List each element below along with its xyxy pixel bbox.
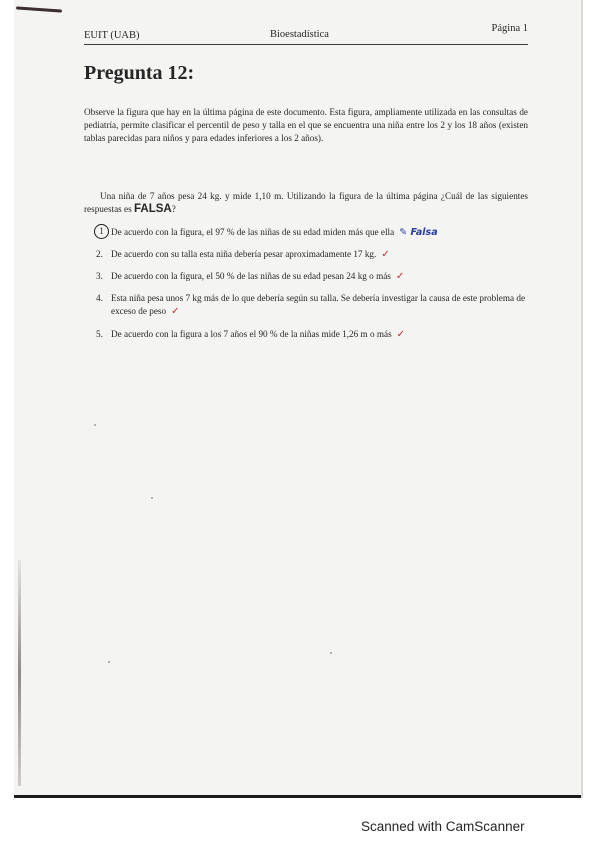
intro-paragraph: Observe la figura que hay en la última página de este documento. Esta figura, ampliamente utilizada en las consultas de pediatría, permite clasificar el percentil de peso y talla en el que se encuentra una niña entre los 2 y los 18 años (existen tablas parecidas para niños y para edades inferiores a los 2 años). <box>84 107 528 143</box>
option-number: 5. <box>96 329 103 339</box>
option-4 <box>96 292 528 318</box>
option-text: De acuerdo con la figura a los 7 años el 90 % de la niñas mide 1,26 m o más <box>111 329 392 339</box>
checkmark-icon: ✓ <box>396 329 406 340</box>
checkmark-icon: ✓ <box>395 271 405 282</box>
option-text: De acuerdo con su talla esta niña debería pesar aproximadamente 17 kg. <box>111 249 377 259</box>
question-stem <box>84 190 528 216</box>
option-3 <box>96 270 528 283</box>
option-text: De acuerdo con la figura, el 97 % de las niñas de su edad miden más que ella <box>111 227 395 237</box>
header-subject: Bioestadística <box>270 29 329 40</box>
option-number: 4. <box>96 293 103 303</box>
option-1 <box>96 226 528 239</box>
checkmark-icon: ✓ <box>381 249 390 260</box>
question-emphasis: FALSA <box>134 203 172 215</box>
question-end: ? <box>171 204 176 214</box>
header-institution: EUIT (UAB) <box>84 30 140 41</box>
header-page-number: Página 1 <box>491 23 528 34</box>
scan-speck <box>330 652 332 654</box>
scanner-watermark: Scanned with CamScanner <box>361 819 525 834</box>
option-number: 2. <box>96 249 103 259</box>
scan-speck <box>94 424 96 426</box>
scan-speck <box>151 497 153 499</box>
question-text: Una niña de 7 años pesa 24 kg. y mide 1,10 m. Utilizando la figura de la última página ¿Cuál de las siguientes respuestas es <box>84 191 528 214</box>
option-number: 3. <box>96 271 103 281</box>
checkmark-icon: ✓ <box>171 306 180 317</box>
header-rule <box>84 44 528 45</box>
scan-speck <box>108 661 110 663</box>
option-5 <box>96 328 528 341</box>
page-header <box>84 23 528 46</box>
scan-bottom-edge <box>14 795 581 798</box>
question-title: Pregunta 12: <box>84 62 195 84</box>
scan-edge-shadow <box>18 560 21 786</box>
option-text: De acuerdo con la figura, el 50 % de las niñas de su edad pesan 24 kg o más <box>111 271 391 281</box>
circled-answer-number: 1 <box>94 224 109 239</box>
handwritten-falsa-mark: ✎ Falsa <box>399 227 438 238</box>
option-2 <box>96 248 528 261</box>
option-text: Esta niña pesa unos 7 kg más de lo que debería según su talla. Se debería investigar la causa de este problema de exceso de peso <box>111 293 526 316</box>
